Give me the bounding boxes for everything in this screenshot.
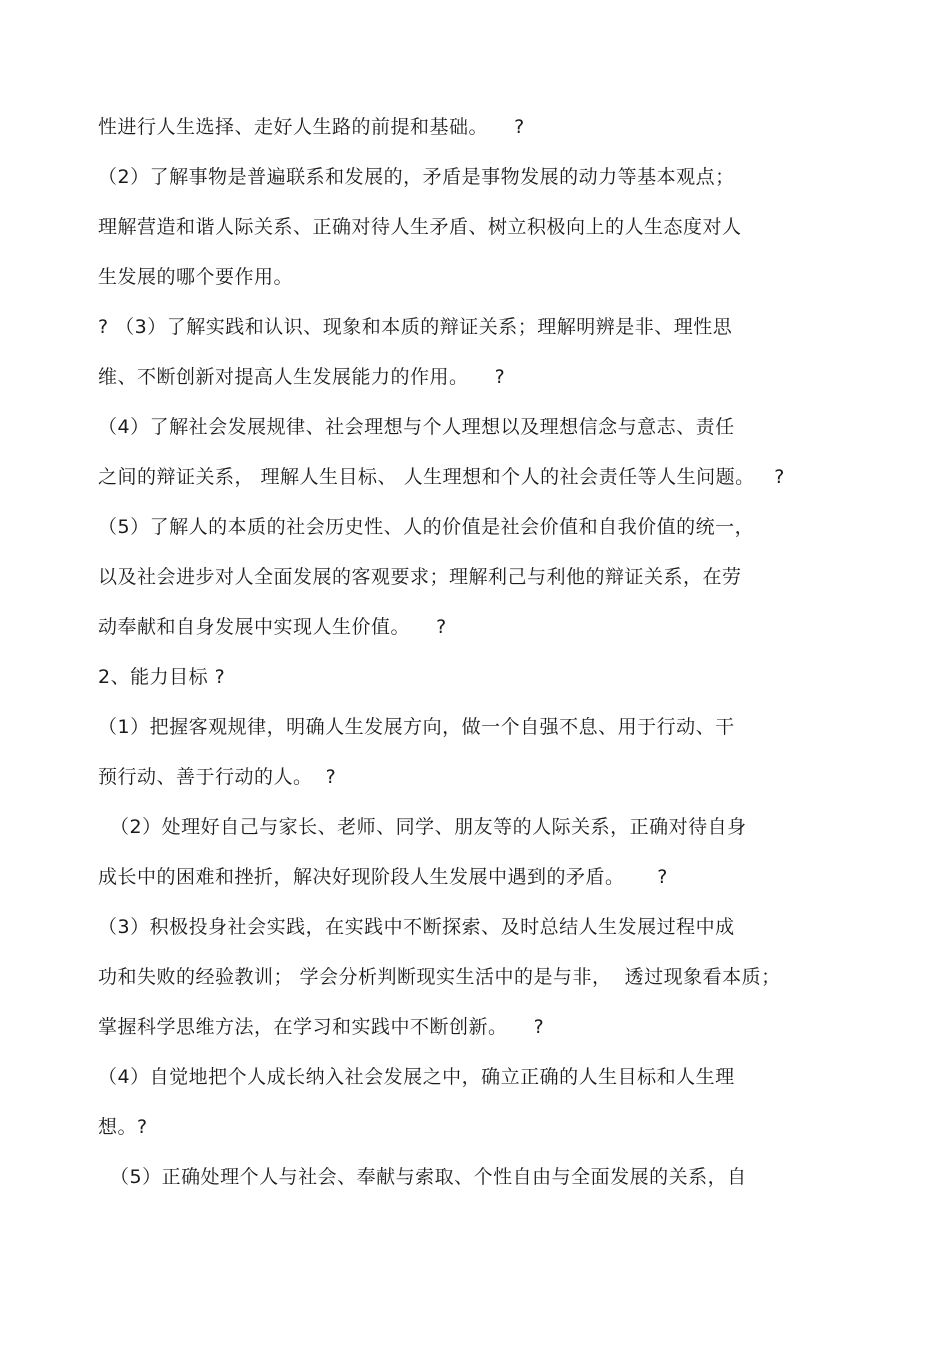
text-line: ? （3）了解实践和认识、现象和本质的辩证关系；理解明辨是非、理性思 bbox=[98, 316, 733, 338]
text-line: 功和失败的经验教训； 学会分析判断现实生活中的是与非， 透过现象看本质； bbox=[98, 966, 781, 988]
text-line: （2）处理好自己与家长、老师、同学、朋友等的人际关系，正确对待自身 bbox=[110, 816, 747, 838]
text-line: 掌握科学思维方法，在学习和实践中不断创新。 ? bbox=[98, 1016, 545, 1038]
text-line: （1）把握客观规律，明确人生发展方向，做一个自强不息、用于行动、干 bbox=[98, 716, 735, 738]
section-heading: 2、能力目标 ? bbox=[98, 666, 226, 688]
text-line: 以及社会进步对人全面发展的客观要求；理解利己与利他的辩证关系，在劳 bbox=[98, 566, 742, 588]
text-line: （3）积极投身社会实践，在实践中不断探索、及时总结人生发展过程中成 bbox=[98, 916, 735, 938]
text-line: （4）了解社会发展规律、社会理想与个人理想以及理想信念与意志、责任 bbox=[98, 416, 735, 438]
text-line: 理解营造和谐人际关系、正确对待人生矛盾、树立积极向上的人生态度对人 bbox=[98, 216, 742, 238]
text-line: 想。? bbox=[98, 1116, 148, 1138]
text-line: 动奉献和自身发展中实现人生价值。 ? bbox=[98, 616, 447, 638]
text-line: 生发展的哪个要作用。 bbox=[98, 266, 294, 288]
text-line: （2）了解事物是普遍联系和发展的，矛盾是事物发展的动力等基本观点； bbox=[98, 166, 735, 188]
text-line: （4）自觉地把个人成长纳入社会发展之中，确立正确的人生目标和人生理 bbox=[98, 1066, 735, 1088]
text-line: 性进行人生选择、走好人生路的前提和基础。 ? bbox=[98, 116, 525, 138]
text-line: 之间的辩证关系， 理解人生目标、 人生理想和个人的社会责任等人生问题。 ? bbox=[98, 466, 785, 488]
text-line: （5）正确处理个人与社会、奉献与索取、个性自由与全面发展的关系，自 bbox=[110, 1166, 747, 1188]
text-line: 成长中的困难和挫折，解决好现阶段人生发展中遇到的矛盾。 ? bbox=[98, 866, 668, 888]
text-line: 预行动、善于行动的人。 ? bbox=[98, 766, 337, 788]
text-line: 维、不断创新对提高人生发展能力的作用。 ? bbox=[98, 366, 506, 388]
text-line: （5）了解人的本质的社会历史性、人的价值是社会价值和自我价值的统一， bbox=[98, 516, 755, 538]
